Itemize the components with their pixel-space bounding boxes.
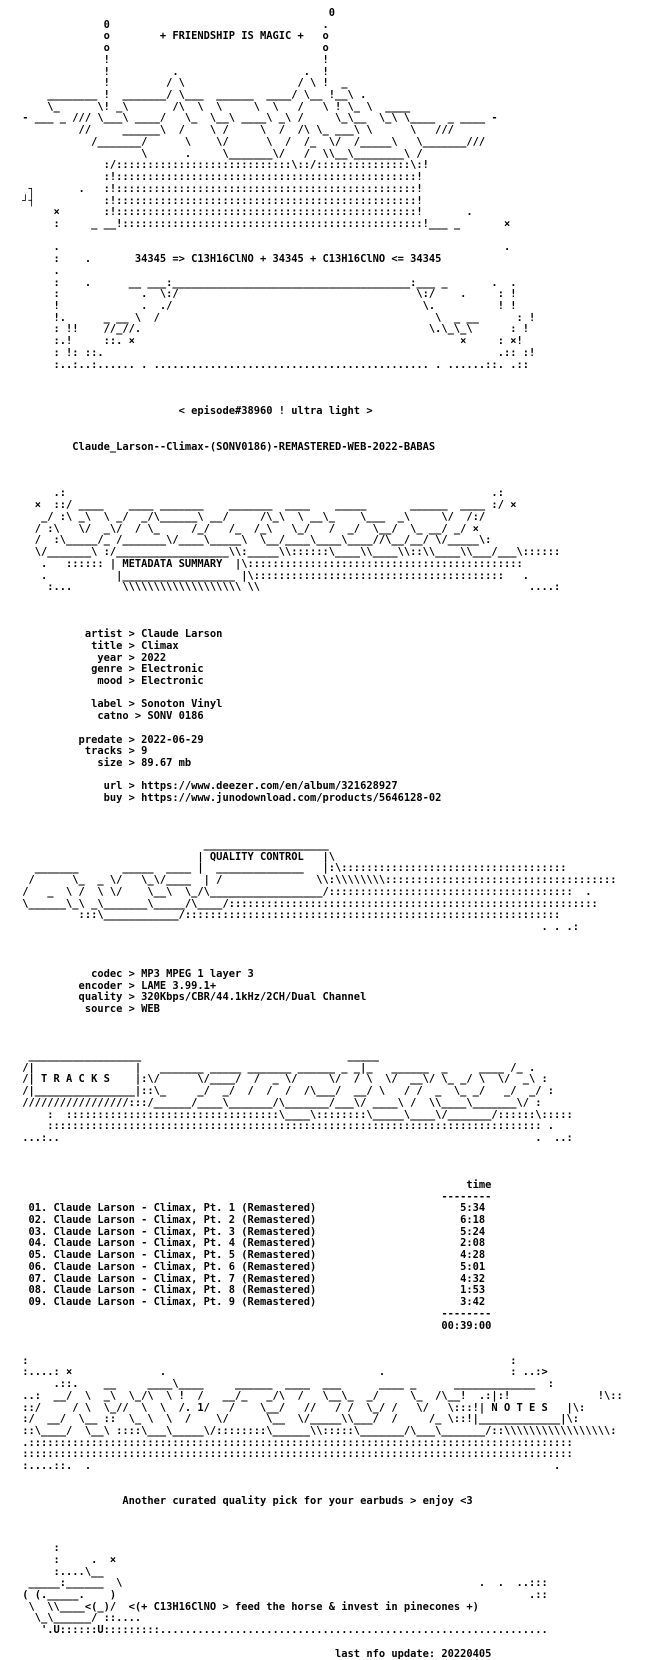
nfo-line xyxy=(16,1028,623,1040)
metadata-title: title > Climax xyxy=(16,639,179,652)
metadata-url: url > https://www.deezer.com/en/album/321628927 xyxy=(16,780,398,793)
nfo-line: :/ __/ \__ :: \_ \ \ / \/ \__ \/_____\\___/ / /_ \::!|_____________|\: xyxy=(16,1413,580,1426)
nfo-line: \ . \_______\/ / \\__\________\ / xyxy=(16,147,423,160)
nfo-line: :.! ::. × × : ×! xyxy=(16,335,523,348)
nfo-line: ::\____/ \__\ ::::\___\_____\/::::::::\______\\:::::\_______/\___\_______/::\\\\\\\\\\\\\\\\\: xyxy=(16,1424,617,1437)
nfo-line: -------- xyxy=(16,1307,492,1320)
nfo-line: :!::::::::::::::::::::::::::::::::::::::::::::::::! xyxy=(16,171,423,184)
notes-text: Another curated quality pick for your earbuds > enjoy <3 xyxy=(16,1495,473,1508)
nfo-line: ::::::::::::::::::::::::::::::::::::::::::::::::::::::::::::::::::::::::::::::: . xyxy=(16,1120,554,1133)
nfo-line: × ::/ ____ ____ _______ _______ ____ _____ ______ ____ :/ × xyxy=(16,499,517,512)
nfo-line: /| | _______ _____ _______ ______ _ _|_ ______ _ ____ /_ . xyxy=(16,1061,536,1074)
nfo-line xyxy=(16,418,623,430)
formula-line: : . 34345 => C13H16ClNO + 34345 + C13H16ClNO <= 34345 xyxy=(16,253,442,266)
nfo-text xyxy=(16,8,623,1660)
metadata-predate: predate > 2022-06-29 xyxy=(16,733,204,746)
nfo-line xyxy=(16,1520,623,1532)
nfo-line xyxy=(16,594,623,606)
nfo-line: : xyxy=(16,1542,60,1555)
nfo-line: ____________________ xyxy=(16,839,329,852)
nfo-line: :::\____________/:::::::::::::::::::::::::::::::::::::::::::::::::::::::::::: xyxy=(16,909,561,922)
nfo-line: . . .: xyxy=(16,921,580,934)
nfo-line xyxy=(16,430,623,442)
metadata-year: year > 2022 xyxy=(16,651,167,664)
nfo-line: . xyxy=(16,264,60,277)
nfo-line: ..: __/ \ _\ \_/\ \ ! / __/_ _/\ / \__\_ _/ \_ /\__! .:|:! !\:: xyxy=(16,1389,623,1402)
nfo-line: :....\__ xyxy=(16,1565,104,1578)
nfo-line xyxy=(16,1332,623,1344)
quality-control-header: | QUALITY CONTROL |\ xyxy=(16,850,336,863)
nfo-line xyxy=(16,371,623,383)
nfo-line: . |__________________ |\:::::::::::::::::::::::::::::::::::::::: . xyxy=(16,569,529,582)
nfo-line: ________ ! _______/ \___ ______ ____/ \__ !__\ . xyxy=(16,89,367,102)
metadata-summary-header: . :::::: | METADATA SUMMARY |\:::::::::::::::::::::::::::::::::::::::::::: xyxy=(16,557,523,570)
nfo-line: / _ \ / \ \/ \__\ \_/\__________________/::::::::::::::::::::::::::::::::::::::: . xyxy=(16,885,592,898)
nfo-line: :::::::::::::::::::::::::::::::::::::::::::::::::::::::::::::::::::::::::::::::::::::::: xyxy=(16,1448,573,1461)
nfo-line xyxy=(16,934,623,946)
nfo-line: ┐ . :!::::::::::::::::::::::::::::::::::::::::::::::::! xyxy=(16,182,423,195)
nfo-line: \______\_\ _\_______\_____/\____/::::::::::::::::::::::::::::::::::::::::::::::::::::::::::: xyxy=(16,897,598,910)
nfo-line xyxy=(16,946,623,958)
nfo-line xyxy=(16,1473,623,1485)
track-row: 01. Claude Larson - Climax, Pt. 1 (Remastered) 5:34 xyxy=(16,1202,486,1215)
metadata-catno: catno > SONV 0186 xyxy=(16,710,204,723)
track-row: 06. Claude Larson - Climax, Pt. 6 (Remastered) 5:01 xyxy=(16,1260,486,1273)
nfo-line xyxy=(16,817,623,829)
nfo-line: .::::::::::::::::::::::::::::::::::::::::::::::::::::::::::::::::::::::::::::::::::::::: xyxy=(16,1436,573,1449)
track-row: 02. Claude Larson - Climax, Pt. 2 (Remastered) 6:18 xyxy=(16,1214,486,1227)
nfo-line xyxy=(16,383,623,395)
nfo-line: .::. __ ____\____ ______ ____ ___ ____ _ _____________ : xyxy=(16,1378,554,1391)
metadata-artist: artist > Claude Larson xyxy=(16,628,223,641)
track-row: 07. Claude Larson - Climax, Pt. 7 (Remastered) 4:32 xyxy=(16,1272,486,1285)
nfo-line: // ______\ / \ / \ / /\ \_ ___\ \ \ /// xyxy=(16,124,454,137)
nfo-line: '.U::::::U:::::::::.............................................................. xyxy=(16,1624,548,1637)
metadata-tracks: tracks > 9 xyxy=(16,745,148,758)
nfo-line: / :\ \/ _\/ / \_ /_/ /_ /_\ \_/ / _/ \__/ \_ __/ _/ × xyxy=(16,522,479,535)
nfo-line: . . xyxy=(16,241,511,254)
nfo-line: _______ _____ ____ | ______________ |:\:::::::::::::::::::::::::::::::::::: xyxy=(16,862,567,875)
nfo-line xyxy=(16,723,623,735)
nfo-line xyxy=(16,465,623,477)
nfo-line: _____:______ \ . . ..::: xyxy=(16,1577,548,1590)
nfo-line: - ___ _ /// \___\ ____/ \_ \__\ ____\ _\ / \_\__ \_\ \____ _ ____ - xyxy=(16,112,498,125)
nfo-line: : _ __!::::::::::::::::::::::::::::::::::::::::::::::::!___ _ × xyxy=(16,217,511,230)
metadata-size: size > 89.67 mb xyxy=(16,757,192,769)
nfo-line: _/ :\ _\ \ _/ _/\______\ __/ /\_\ \ __\_ \___ _\ \/ /:/ xyxy=(16,510,486,523)
nfo-line: / :\_____/_ /_______\/____\_____\ \__/____\____\____//\__/__/ \/_____\: xyxy=(16,534,492,547)
track-row: 08. Claude Larson - Climax, Pt. 8 (Remastered) 1:53 xyxy=(16,1284,486,1297)
notes-header: ::/ / \ \_// \ \ /. 1/ / \__/ // / / \_/ / \/ \:::!| N O T E S |\: xyxy=(16,1401,586,1414)
nfo-line: :/::::::::::::::::::::::::::::\::/:::::::::::::::\:! xyxy=(16,159,429,172)
nfo-line: 0 xyxy=(16,7,336,19)
metadata-buy: buy > https://www.junodownload.com/products/5646128-02 xyxy=(16,792,442,805)
nfo-line: \_\______/ ::.... xyxy=(16,1612,142,1625)
nfo-line xyxy=(16,1156,623,1168)
nfo-line: o o xyxy=(16,42,329,55)
nfo-line: /|________________|::\_ _/ _/ / / / /\___/ __/ \ / / _ \_ _/ _/ _/ : xyxy=(16,1085,554,1098)
nfo-line: ┘┤ :!::::::::::::::::::::::::::::::::::::::::::::::::! xyxy=(16,194,423,207)
track-row: 04. Claude Larson - Climax, Pt. 4 (Remastered) 2:08 xyxy=(16,1237,486,1250)
nfo-line xyxy=(16,1637,623,1649)
nfo-line: ! . . ! xyxy=(16,65,329,78)
nfo-line: : . __ ___:______________________________________:___ _ . . xyxy=(16,276,517,289)
release-name: Claude_Larson--Climax-(SONV0186)-REMASTERED-WEB-2022-BABAS xyxy=(16,440,436,453)
track-row: 05. Claude Larson - Climax, Pt. 5 (Remastered) 4:28 xyxy=(16,1249,486,1262)
nfo-line: × :!::::::::::::::::::::::::::::::::::::::::::::::::! . xyxy=(16,206,473,219)
nfo-line: ! / \ / \ ! _ xyxy=(16,77,348,90)
nfo-line: :....: × . . : ..:> xyxy=(16,1366,548,1379)
nfo-line: : !: ::. .:: :! xyxy=(16,346,536,359)
nfo-line: __________________ _____ xyxy=(16,1049,379,1062)
nfo-line: 0 . xyxy=(16,18,329,31)
nfo-line: : . \:/ \:/ . : ! xyxy=(16,288,517,301)
nfo-line xyxy=(16,453,623,465)
nfo-line: : !! //_//. \.\_\_\ : ! xyxy=(16,323,529,336)
nfo-line xyxy=(16,1145,623,1157)
nfo-line: !. _ __ \ / \ _ __ : ! xyxy=(16,311,536,324)
tracks-header: /| T R A C K S |:\/ \/____/ / _ \/ \/ / \ \/ __\/ \_ _/ \ \/ _\ : xyxy=(16,1073,548,1086)
metadata-genre: genre > Electronic xyxy=(16,663,204,676)
track-row: 09. Claude Larson - Climax, Pt. 9 (Remastered) 3:42 xyxy=(16,1296,486,1309)
nfo-line xyxy=(16,1344,623,1356)
nfo-line: :... \\\\\\\\\\\\\\\\\\\ \\ ....: xyxy=(16,581,561,594)
nfo-line xyxy=(16,805,623,817)
nfo-line: / \_ _ \/ \_\/____ | / \\:\\\\\\\\::::::::::::::::::::::::::::::::::::: xyxy=(16,874,617,887)
nfo-line: .: .: xyxy=(16,487,504,500)
quality-encoder: encoder > LAME 3.99.1+ xyxy=(16,979,217,992)
footer-slogan: \ \\____<(_)/ <(+ C13H16ClNO > feed the horse & invest in pinecones +) xyxy=(16,1600,479,1613)
nfo-line: ( (._____. ) .:: xyxy=(16,1589,548,1602)
nfo-line: : . × xyxy=(16,1553,117,1566)
nfo-line xyxy=(16,606,623,618)
tracks-total-time: 00:39:00 xyxy=(16,1319,492,1332)
metadata-mood: mood > Electronic xyxy=(16,674,204,687)
nfo-line: /_______/ \ \/ \ / /_ \/ /_____\ \_______/// xyxy=(16,135,486,148)
nfo-line: : ::::::::::::::::::::::::::::::::::\____\::::::::\_____\____\/_______/::::::\::::: xyxy=(16,1108,573,1121)
nfo-line xyxy=(16,1508,623,1520)
nfo-line: ! . ./ \. ! ! xyxy=(16,299,517,312)
episode-line: < episode#38960 ! ultra light > xyxy=(16,405,373,418)
metadata-label: label > Sonoton Vinyl xyxy=(16,698,223,711)
last-update: last nfo update: 20220405 xyxy=(16,1647,492,1660)
quality-codec: codec > MP3 MPEG 1 layer 3 xyxy=(16,967,254,980)
nfo-line: ! ! xyxy=(16,53,329,66)
track-row: 03. Claude Larson - Climax, Pt. 3 (Remastered) 5:24 xyxy=(16,1225,486,1238)
quality-quality: quality > 320Kbps/CBR/44.1kHz/2CH/Dual Channel xyxy=(16,991,367,1004)
nfo-line: -------- xyxy=(16,1190,492,1203)
nfo-line: /////////////////:::/______/____\_______/\_______/___\/ ____\ / \\____\_______\/ : xyxy=(16,1096,542,1109)
nfo-line: :....::. . . xyxy=(16,1460,561,1473)
nfo-line xyxy=(16,1531,623,1543)
nfo-line: : : xyxy=(16,1354,517,1367)
tracks-time-header: time xyxy=(16,1178,492,1191)
nfo-line: ...:.. . ..: xyxy=(16,1132,573,1144)
nfo-line xyxy=(16,1016,623,1028)
nfo-line: o + FRIENDSHIP IS MAGIC + o xyxy=(16,30,329,43)
nfo-line: \_ \! _\ /\ \ \ \ \ / \ ! \_ \ ____ xyxy=(16,100,411,113)
nfo-line: :..:..:...... . ............................................ . ......::. .:: xyxy=(16,358,529,371)
quality-source: source > WEB xyxy=(16,1003,160,1016)
nfo-line: \/_______\ :/__________________\\:_____\\::::::\____\\____\\::\\____\\___/___\:::::: xyxy=(16,546,561,559)
